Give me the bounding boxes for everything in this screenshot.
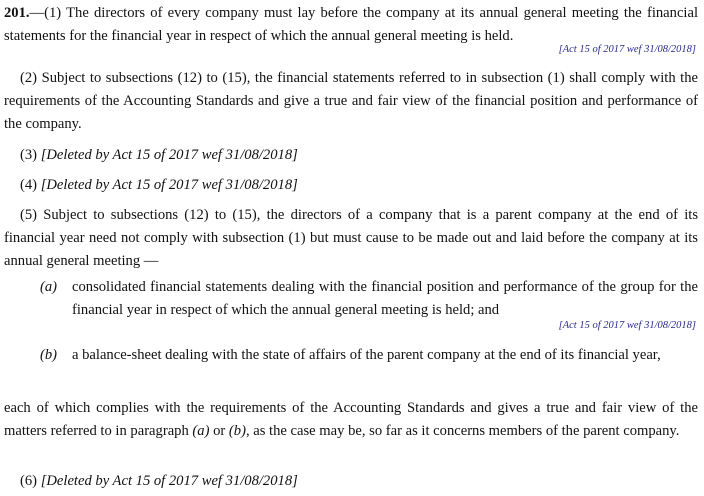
paragraph-a-label: (a) xyxy=(40,279,58,295)
subsection-3-label: (3) xyxy=(20,147,38,163)
paragraph-a xyxy=(40,276,698,322)
closing-ref-b: (b) xyxy=(228,423,246,439)
closing-text-part-2: or xyxy=(209,423,229,439)
section-dash: — xyxy=(29,5,45,21)
paragraph-a-text: consolidated financial statements dealing with the financial position and performance of the group for the financial year in respect of which the annual general meeting is held; and xyxy=(72,279,698,318)
subsection-1-text: The directors of every company must lay before the company at its annual general meeting the financial statements for the financial year in respect of which the annual general meeting is held. xyxy=(4,5,699,44)
closing-text-part-1: each of which complies with the requirements of the Accounting Standards and gives a true and fair view of the matters referred to in paragraph xyxy=(4,400,698,439)
subsection-4-label: (4) xyxy=(20,177,38,193)
subsection-3 xyxy=(4,144,698,167)
subsection-2-label: (2) xyxy=(20,70,38,86)
subsection-6-label: (6) xyxy=(20,473,38,489)
closing-paragraph xyxy=(4,397,698,443)
subsection-6-text: [Deleted by Act 15 of 2017 wef 31/08/2018] xyxy=(40,473,298,489)
paragraph-b xyxy=(40,344,698,367)
subsection-4-text: [Deleted by Act 15 of 2017 wef 31/08/2018] xyxy=(40,177,298,193)
subsection-1 xyxy=(4,2,698,48)
subsection-4 xyxy=(4,174,698,197)
subsection-2-text: Subject to subsections (12) to (15), the financial statements referred to in subsection (1) shall comply with the requirements of the Accounting Standards and give a true and fair view of the financial position and performance of the company. xyxy=(4,70,698,132)
section-number: 201. xyxy=(4,5,30,21)
subsection-2 xyxy=(4,67,698,136)
subsection-3-text: [Deleted by Act 15 of 2017 wef 31/08/2018] xyxy=(40,147,298,163)
subsection-5-label: (5) xyxy=(20,207,38,223)
paragraph-b-text: a balance-sheet dealing with the state of affairs of the parent company at the end of its financial year, xyxy=(72,347,661,363)
closing-ref-a: (a) xyxy=(192,423,210,439)
subsection-6 xyxy=(4,470,698,493)
subsection-5-text: Subject to subsections (12) to (15), the directors of a company that is a parent company at the end of its financial year need not comply with subsection (1) but must cause to be made out and laid before the company at its annual general meeting — xyxy=(4,207,698,269)
closing-text-part-3: , as the case may be, so far as it concerns members of the parent company. xyxy=(245,423,680,439)
subsection-1-label: (1) xyxy=(44,5,62,21)
amendment-note-1: [Act 15 of 2017 wef 31/08/2018] xyxy=(558,44,696,55)
subsection-5 xyxy=(4,204,698,273)
paragraph-b-label: (b) xyxy=(40,347,58,363)
amendment-note-a: [Act 15 of 2017 wef 31/08/2018] xyxy=(558,320,696,331)
